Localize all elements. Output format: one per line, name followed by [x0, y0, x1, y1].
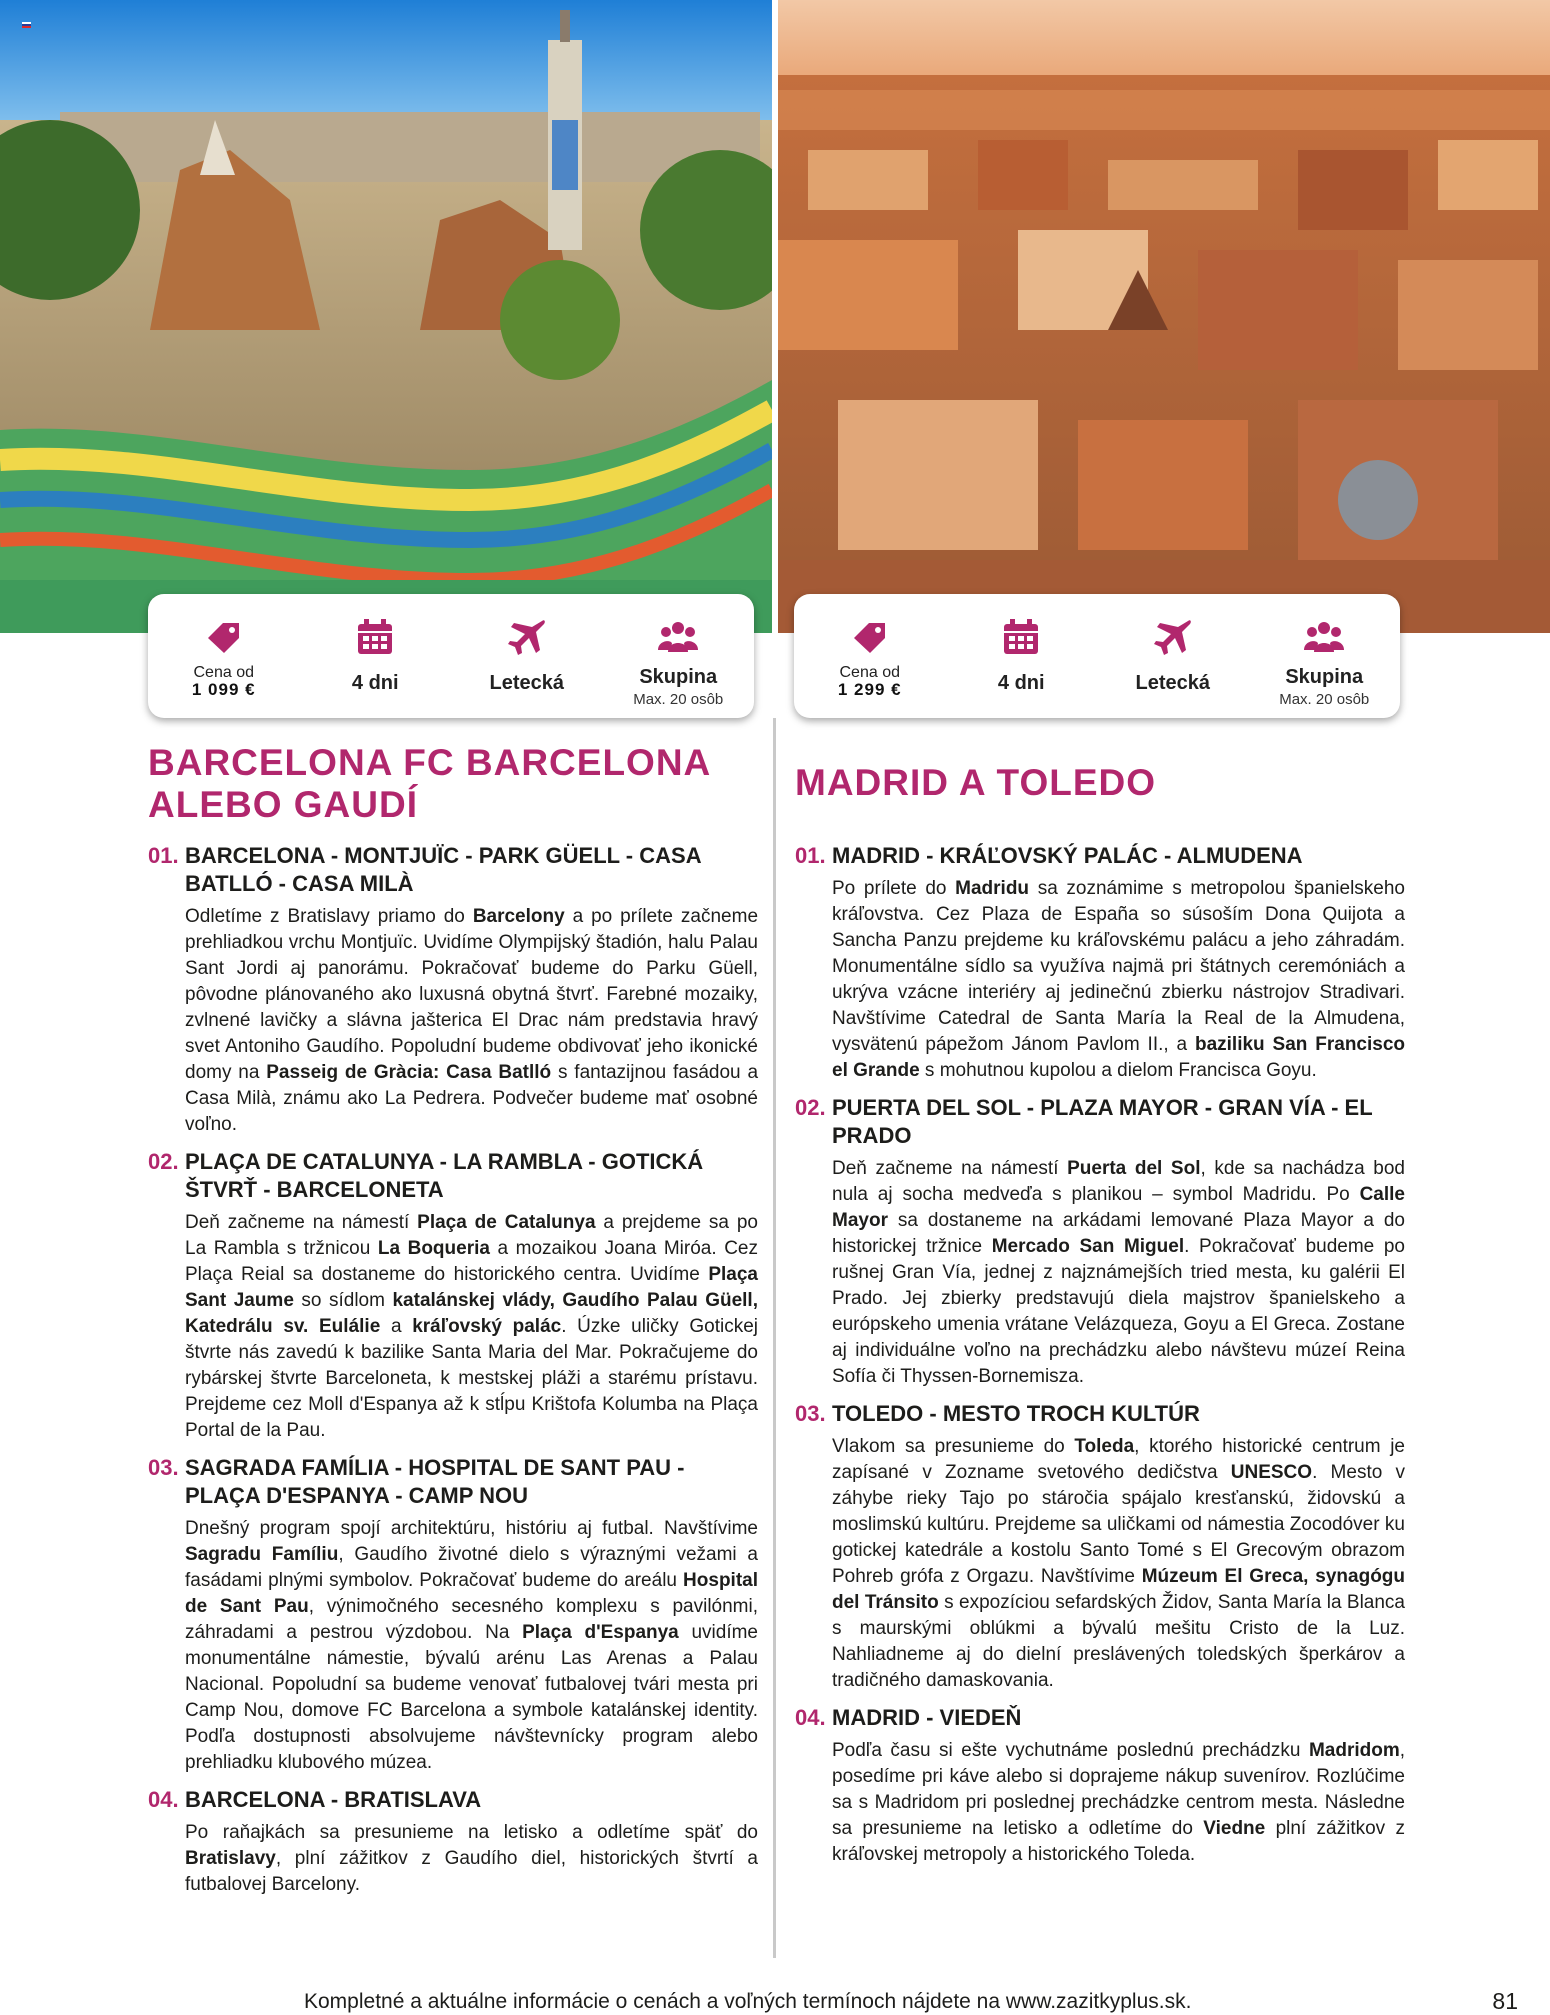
itinerary-day [148, 842, 758, 1138]
highlight-text: kráľovský palác [412, 1316, 562, 1337]
group-info [1249, 594, 1401, 718]
day-heading [148, 1786, 758, 1814]
tour-title: BARCELONA FC BARCELONA ALEBO GAUDÍ [148, 742, 710, 825]
itinerary-day [795, 842, 1405, 1084]
itinerary-day [148, 1786, 758, 1898]
barcelona-park-guell-photo [0, 0, 772, 633]
highlight-text: Hospital de Sant Pau [185, 1570, 758, 1617]
page-footer [0, 1990, 1550, 2015]
day-title: PUERTA DEL SOL - PLAZA MAYOR - GRAN VÍA - EL PRADO [832, 1095, 1373, 1148]
duration-value: 4 dni [997, 672, 1045, 694]
highlight-text: Toleda [1074, 1436, 1135, 1457]
group-icon [657, 616, 699, 658]
highlight-text: Sagradu Famíliu [185, 1544, 339, 1565]
calendar-icon [1000, 616, 1042, 658]
day-number: 01. [148, 843, 179, 868]
itinerary-day [148, 1454, 758, 1776]
tour-info-box [794, 594, 1400, 718]
day-number: 02. [148, 1149, 179, 1174]
highlight-text: Plaça Sant Jaume [185, 1264, 758, 1311]
itinerary-day [795, 1400, 1405, 1694]
day-number: 04. [795, 1705, 826, 1730]
day-title: SAGRADA FAMÍLIA - HOSPITAL DE SANT PAU - PLAÇA D'ESPANYA - CAMP NOU [185, 1455, 685, 1508]
price-value: 1 299 € [837, 680, 902, 699]
airplane-icon [1152, 616, 1194, 658]
highlight-text: Viedne [1203, 1818, 1266, 1839]
day-description: Podľa času si ešte vychutnáme poslednú prechádzku Madridom, posedíme pri káve alebo si doprajeme nákup suvenírov. Rozlúčime sa s Madridom pri poslednej prechádzke centrom mesta. Následne sa presunieme na letisko a odletíme do Viedne plní zážitkov z kráľovskej metropoly a historického Toleda. [832, 1740, 1406, 1865]
day-number: 04. [148, 1787, 179, 1812]
itinerary-day [795, 1094, 1405, 1390]
day-description: Po prílete do Madridu sa zoznámime s metropolou španielskeho kráľovstva. Cez Plaza de España so súsoším Dona Quijota a Sancha Panzu prejdeme ku kráľovskému palácu a jeho záhradám. Monumentálne sídlo sa využíva najmä pri štátnych ceremóniách a ukrýva vzácne interiéry aj jedinečnú zbierku nástrojov Stradivari. Navštívime Catedral de Santa María la Real de la Almudena, vysvätenú pápežom Jánom Pavlom II., a baziliku San Francisco el Grande s mohutnou kupolou a dielom Francisca Goyu. [832, 878, 1406, 1081]
itinerary [795, 842, 1405, 1878]
itinerary [148, 842, 758, 1908]
day-title: PLAÇA DE CATALUNYA - LA RAMBLA - GOTICKÁ ŠTVRŤ - BARCELONETA [185, 1149, 704, 1202]
group-label: Skupina [639, 666, 718, 688]
duration-info [300, 594, 452, 718]
madrid-aerial-photo [778, 0, 1550, 633]
highlight-text: Múzeum El Greca, synagógu del Tránsito [832, 1566, 1406, 1613]
highlight-text: Plaça d'Espanya [522, 1622, 679, 1643]
day-description: Po raňajkách sa presunieme na letisko a odletíme späť do Bratislavy, plní zážitkov z Gaudího diel, historických štvrtí a futbalovej Barcelony. [185, 1822, 758, 1895]
price-value: 1 099 € [191, 680, 256, 699]
tour-info-box [148, 594, 754, 718]
airplane-icon [506, 616, 548, 658]
highlight-text: UNESCO [1230, 1462, 1313, 1483]
day-title: BARCELONA - MONTJUÏC - PARK GÜELL - CASA BATLLÓ - CASA MILÀ [185, 843, 701, 896]
price-label: Cena od [839, 664, 900, 681]
duration-value: 4 dni [351, 672, 399, 694]
day-heading [795, 842, 1405, 870]
page-number: 81 [1492, 1988, 1518, 2014]
highlight-text: Bratislavy [185, 1848, 276, 1869]
group-info [603, 594, 755, 718]
day-description: Odletíme z Bratislavy priamo do Barcelony a po prílete začneme prehliadkou vrchu Montjuïc. Uvidíme Olympijský štadión, halu Palau Sant Jordi aj panorámu. Pokračovať budeme do Parku Güell, pôvodne plánovaného ako luxusná obytná štvrť. Farebné mozaiky, zvlnené lavičky a slávna jašterica El Drac nám predstavia hravý svet Antoniho Gaudího. Popoludní budeme obdivovať jeho ikonické domy na Passeig de Gràcia: Casa Batlló s fantazijnou fasádou a Casa Milà, známu ako La Pedrera. Podvečer budeme mať osobné voľno. [185, 906, 759, 1135]
highlight-text: La Boqueria [377, 1238, 490, 1259]
day-heading [795, 1704, 1405, 1732]
price-info [794, 594, 946, 718]
tour-title: MADRID A TOLEDO [795, 762, 1157, 803]
transport-info [1097, 594, 1249, 718]
slovak-flag-icon [22, 22, 31, 28]
price-tag-icon [849, 616, 891, 658]
day-title: BARCELONA - BRATISLAVA [185, 1787, 482, 1812]
price-label: Cena od [193, 664, 254, 681]
day-number: 03. [795, 1401, 826, 1426]
footer-info-text: Kompletné a aktuálne informácie o cenách a voľných termínoch nájdete na www.zazitkyplus.sk. [304, 1990, 1192, 2013]
highlight-text: katalánskej vlády, Gaudího Palau Güell, Katedrálu sv. Eulálie [185, 1290, 758, 1337]
itinerary-day [795, 1704, 1405, 1868]
group-max: Max. 20 osôb [1279, 691, 1370, 708]
itinerary-day [148, 1148, 758, 1444]
group-label: Skupina [1285, 666, 1364, 688]
highlight-text: Barcelony [472, 906, 565, 927]
day-heading [148, 1454, 758, 1510]
day-title: MADRID - KRÁĽOVSKÝ PALÁC - ALMUDENA [832, 843, 1303, 868]
group-max: Max. 20 osôb [633, 691, 724, 708]
day-description: Vlakom sa presunieme do Toleda, ktorého historické centrum je zapísané v Zozname svetového dedičstva UNESCO. Mesto v záhybe rieky Tajo po stáročia spájalo kresťanskú, židovskú a moslimskú kultúru. Prejdeme sa uličkami od námestia Zocodóver ku gotickej katedrále a kostolu Santo Tomé s El Grecovým obrazom Pohreb grófa z Orgazu. Navštívime Múzeum El Greca, synagógu del Tránsito s expozíciou sefardských Židov, Santa María la Blanca s maurskými oblúkmi a bývalú mešitu Cristo de la Luz. Nahliadneme aj do dielní preslávených toledských šperkárov a tradičného damaskovania. [832, 1436, 1406, 1691]
highlight-text: Calle Mayor [832, 1184, 1405, 1231]
day-heading [795, 1400, 1405, 1428]
calendar-icon [354, 616, 396, 658]
highlight-text: Madridu [955, 878, 1030, 899]
highlight-text: Passeig de Gràcia: Casa Batlló [266, 1062, 552, 1083]
column-divider [773, 718, 776, 1958]
day-number: 01. [795, 843, 826, 868]
transport-value: Letecká [489, 672, 564, 694]
highlight-text: baziliku San Francisco el Grande [832, 1034, 1406, 1081]
price-tag-icon [203, 616, 245, 658]
day-heading [148, 1148, 758, 1204]
day-heading [148, 842, 758, 898]
transport-value: Letecká [1135, 672, 1210, 694]
day-number: 03. [148, 1455, 179, 1480]
group-icon [1303, 616, 1345, 658]
day-title: TOLEDO - MESTO TROCH KULTÚR [832, 1401, 1200, 1426]
price-info [148, 594, 300, 718]
day-heading [795, 1094, 1405, 1150]
day-description: Deň začneme na námestí Plaça de Catalunya a prejdeme sa po La Rambla s tržnicou La Boqueria a mozaikou Joana Miróa. Cez Plaça Reial sa dostaneme do historického centra. Uvidíme Plaça Sant Jaume so sídlom katalánskej vlády, Gaudího Palau Güell, Katedrálu sv. Eulálie a kráľovský palác. Úzke uličky Gotickej štvrte nás zavedú k bazilike Santa Maria del Mar. Pokračujeme do rybárskej štvrte Barceloneta, k mestskej pláži a starému prístavu. Prejdeme cez Moll d'Espanya až k stĺpu Krištofa Kolumba na Plaça Portal de la Pau. [185, 1212, 758, 1441]
highlight-text: Mercado San Miguel [991, 1236, 1185, 1257]
day-title: MADRID - VIEDEŇ [832, 1705, 1022, 1730]
highlight-text: Puerta del Sol [1067, 1158, 1201, 1179]
highlight-text: Plaça de Catalunya [417, 1212, 596, 1233]
highlight-text: Madridom [1308, 1740, 1400, 1761]
day-description: Deň začneme na námestí Puerta del Sol, kde sa nachádza bod nula aj socha medveďa s planikou – symbol Madridu. Po Calle Mayor sa dostaneme na arkádami lemované Plaza Mayor a do historickej tržnice Mercado San Miguel. Pokračovať budeme po rušnej Gran Vía, jednej z najznámejších tried mesta, ku galérii El Prado. Jej zbierky predstavujú diela majstrov španielskeho a európskeho umenia vrátane Velázqueza, Goyu a El Greca. Zostane aj individuálne voľno na prechádzku alebo návštevu múzeí Reina Sofía či Thyssen-Bornemisza. [832, 1158, 1405, 1387]
day-description: Dnešný program spojí architektúru, históriu aj futbal. Navštívime Sagradu Famíliu, Gaudího životné dielo s výraznými vežami a fasádami plnými symbolov. Pokračovať budeme do areálu Hospital de Sant Pau, výnimočného secesného komplexu s pavilónmi, záhradami a pestrou výzdobou. Na Plaça d'Espanya uvidíme monumentálne námestie, bývalú arénu Las Arenas a Palau Nacional. Popoludní sa budeme venovať futbalovej tvári mesta pri Camp Nou, domove FC Barcelona a symbole katalánskej identity. Podľa dostupnosti absolvujeme návštevnícky program alebo prehliadku klubového múzea. [185, 1518, 758, 1773]
transport-info [451, 594, 603, 718]
duration-info [946, 594, 1098, 718]
day-number: 02. [795, 1095, 826, 1120]
